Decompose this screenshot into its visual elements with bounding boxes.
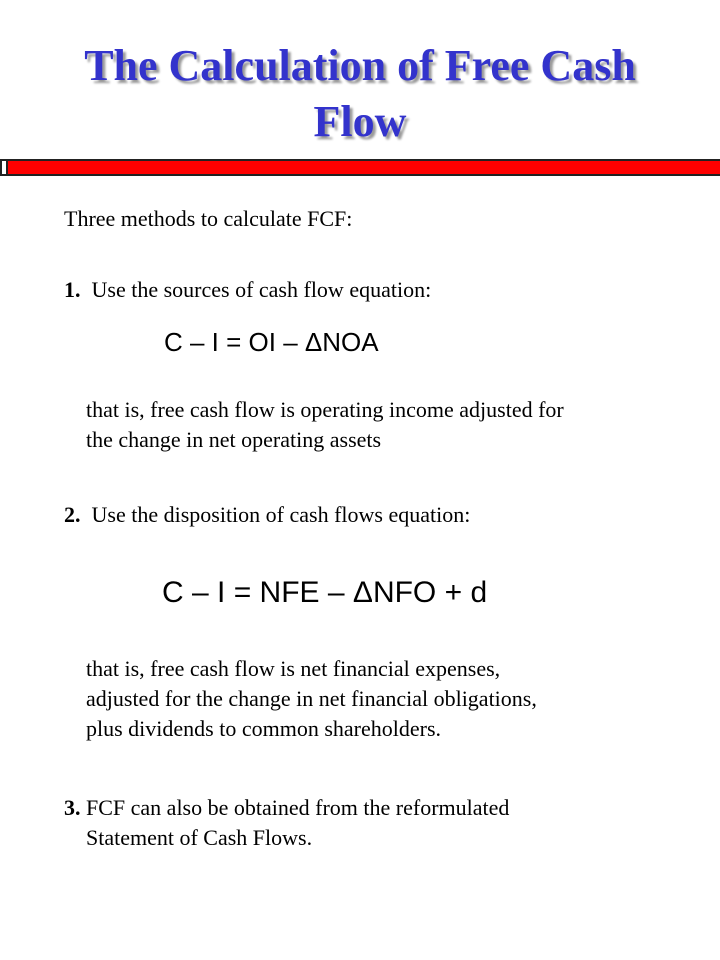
slide-title xyxy=(0,38,720,150)
title-line-2: Flow xyxy=(313,97,407,146)
equation-2: C – I = NFE – ΔNFO + d xyxy=(162,576,488,609)
method-2-number: 2. xyxy=(64,502,81,527)
method-1-explanation-line-1: that is, free cash flow is operating income adjusted for xyxy=(86,397,564,422)
title-line-1: The Calculation of Free Cash xyxy=(84,41,636,90)
method-1 xyxy=(64,275,431,305)
method-3-text: FCF can also be obtained from the reformulated xyxy=(86,795,510,820)
method-2-explanation-line-3: plus dividends to common shareholders. xyxy=(86,716,442,741)
method-1-explanation-line-2: the change in net operating assets xyxy=(86,427,382,452)
method-2-explanation-line-1: that is, free cash flow is net financial expenses, xyxy=(86,656,501,681)
method-2-text: Use the disposition of cash flows equation: xyxy=(91,502,471,527)
equation-1: C – I = OI – ΔNOA xyxy=(164,327,379,357)
method-3 xyxy=(64,793,509,823)
title-divider xyxy=(0,159,720,176)
method-3-text-line-2: Statement of Cash Flows. xyxy=(86,825,313,850)
divider-notch xyxy=(0,159,8,176)
method-2 xyxy=(64,500,470,530)
method-1-number: 1. xyxy=(64,277,81,302)
method-1-text: Use the sources of cash flow equation: xyxy=(91,277,432,302)
intro-text: Three methods to calculate FCF: xyxy=(64,206,353,231)
method-3-number: 3. xyxy=(64,795,81,820)
method-2-explanation-line-2: adjusted for the change in net financial obligations, xyxy=(86,686,537,711)
